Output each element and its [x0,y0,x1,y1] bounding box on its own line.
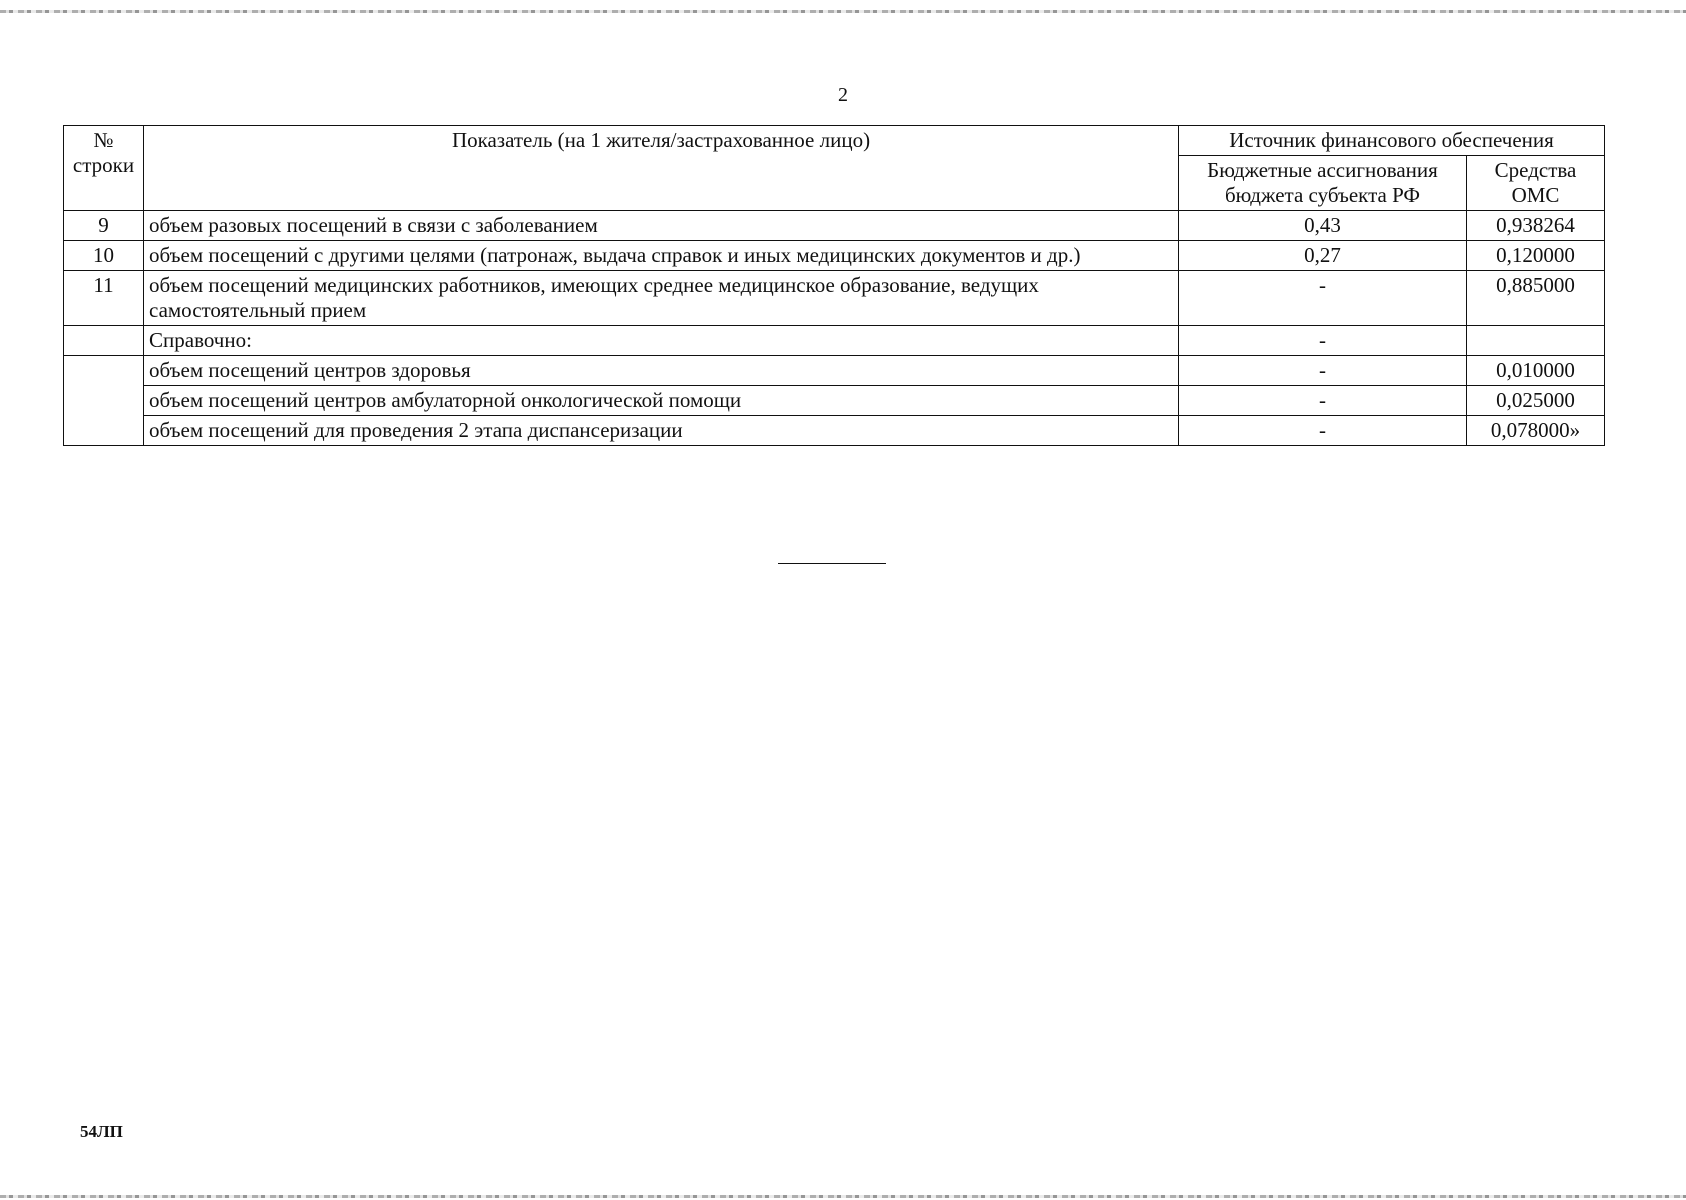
row-number: 11 [64,271,144,326]
header-funding-source: Источник финансового обеспечения [1179,126,1605,156]
table-row [64,271,1605,326]
header-row-number: № строки [64,126,144,211]
table-row [64,241,1605,271]
row-budget: - [1179,326,1467,356]
table-row [64,211,1605,241]
row-budget: - [1179,356,1467,386]
row-budget: 0,27 [1179,241,1467,271]
scan-edge-bottom [0,1195,1686,1198]
header-budget: Бюджетные ассигнования бюджета субъекта РФ [1179,156,1467,211]
row-oms: 0,938264 [1467,211,1605,241]
table-row [64,416,1605,446]
row-indicator: объем посещений медицинских работников, имеющих среднее медицинское образование, ведущих самостоятельный прием [144,271,1179,326]
row-oms: 0,025000 [1467,386,1605,416]
row-indicator: объем посещений для проведения 2 этапа диспансеризации [144,416,1179,446]
row-budget: 0,43 [1179,211,1467,241]
table-row [64,386,1605,416]
row-indicator: объем посещений центров амбулаторной онкологической помощи [144,386,1179,416]
table-header-row [64,126,1605,156]
row-oms: 0,010000 [1467,356,1605,386]
row-indicator: объем посещений с другими целями (патронаж, выдача справок и иных медицинских документов и др.) [144,241,1179,271]
row-number: 9 [64,211,144,241]
row-oms: 0,885000 [1467,271,1605,326]
end-of-document-line [778,563,886,564]
row-indicator: объем посещений центров здоровья [144,356,1179,386]
row-number [64,326,144,356]
row-indicator: Справочно: [144,326,1179,356]
row-oms [1467,326,1605,356]
scan-edge-top [0,10,1686,13]
row-budget: - [1179,271,1467,326]
row-number: 10 [64,241,144,271]
footer-code: 54ЛП [80,1122,123,1141]
header-oms: Средства ОМС [1467,156,1605,211]
row-budget: - [1179,386,1467,416]
row-number [64,356,144,446]
row-budget: - [1179,416,1467,446]
indicator-table [63,125,1605,446]
header-indicator: Показатель (на 1 жителя/застрахованное лицо) [144,126,1179,211]
page-number: 2 [838,84,848,106]
table-row [64,326,1605,356]
row-indicator: объем разовых посещений в связи с заболеванием [144,211,1179,241]
table-row [64,356,1605,386]
row-oms: 0,078000» [1467,416,1605,446]
row-oms: 0,120000 [1467,241,1605,271]
